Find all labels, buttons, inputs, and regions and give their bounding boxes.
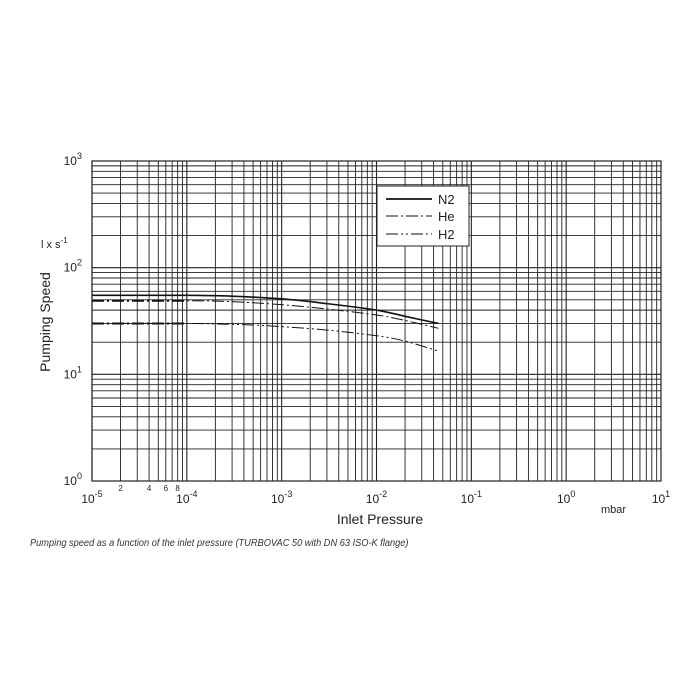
x-tick-exponent: -1 bbox=[474, 489, 483, 499]
y-tick-label bbox=[64, 151, 82, 168]
figure-caption: Pumping speed as a function of the inlet pressure (TURBOVAC 50 with DN 63 ISO-K flange) bbox=[30, 537, 409, 549]
x-tick-exponent: 0 bbox=[570, 489, 576, 499]
x-tick-base: 10 bbox=[365, 492, 380, 506]
y-tick-exponent: 1 bbox=[76, 364, 82, 375]
x-tick-exponent: -5 bbox=[94, 489, 103, 499]
series-line-h2 bbox=[92, 323, 438, 351]
x-tick-base: 10 bbox=[460, 492, 475, 506]
y-tick-exponent: 0 bbox=[76, 471, 82, 481]
y-tick-base: 10 bbox=[63, 154, 77, 168]
y-tick-base: 10 bbox=[63, 474, 77, 488]
x-tick-label bbox=[366, 489, 387, 506]
x-tick-base: 10 bbox=[651, 492, 666, 506]
legend-label-n2: N2 bbox=[438, 192, 455, 207]
y-tick-base: 10 bbox=[63, 367, 77, 382]
x-tick-label bbox=[81, 489, 102, 506]
x-tick-base: 10 bbox=[270, 492, 285, 506]
legend-label-h2: H2 bbox=[438, 227, 455, 242]
y-tick-label bbox=[64, 258, 82, 275]
x-axis-unit: mbar bbox=[601, 504, 627, 516]
x-tick-base: 10 bbox=[81, 492, 95, 506]
legend-label-he: He bbox=[438, 209, 455, 224]
y-axis-label: Pumping Speed bbox=[37, 272, 53, 372]
x-tick-label bbox=[271, 489, 292, 506]
y-tick-label bbox=[64, 364, 82, 381]
y-tick-exponent: 2 bbox=[76, 257, 82, 268]
x-tick-base: 10 bbox=[556, 492, 571, 506]
x-minor-tick-label: 2 bbox=[118, 484, 123, 493]
y-axis-unit-main: l x s bbox=[41, 239, 61, 251]
x-tick-exponent: -3 bbox=[284, 489, 293, 499]
x-tick-exponent: -2 bbox=[379, 489, 388, 499]
x-tick-exponent: -4 bbox=[189, 489, 198, 499]
x-minor-tick-label: 8 bbox=[175, 484, 180, 493]
x-tick-label bbox=[461, 489, 482, 506]
x-minor-tick-label: 4 bbox=[146, 484, 152, 493]
x-tick-label bbox=[557, 489, 575, 506]
y-tick-base: 10 bbox=[63, 260, 77, 275]
chart-legend bbox=[377, 186, 469, 246]
x-tick-base: 10 bbox=[176, 492, 190, 506]
y-tick-exponent: 3 bbox=[76, 151, 82, 161]
y-tick-label bbox=[64, 471, 82, 488]
x-tick-label bbox=[652, 489, 670, 506]
x-axis-label: Inlet Pressure bbox=[336, 511, 424, 527]
y-axis-unit bbox=[41, 236, 68, 251]
x-minor-tick-label: 6 bbox=[163, 484, 169, 493]
y-axis-unit-exponent: -1 bbox=[60, 236, 68, 245]
x-tick-exponent: 1 bbox=[665, 489, 671, 499]
